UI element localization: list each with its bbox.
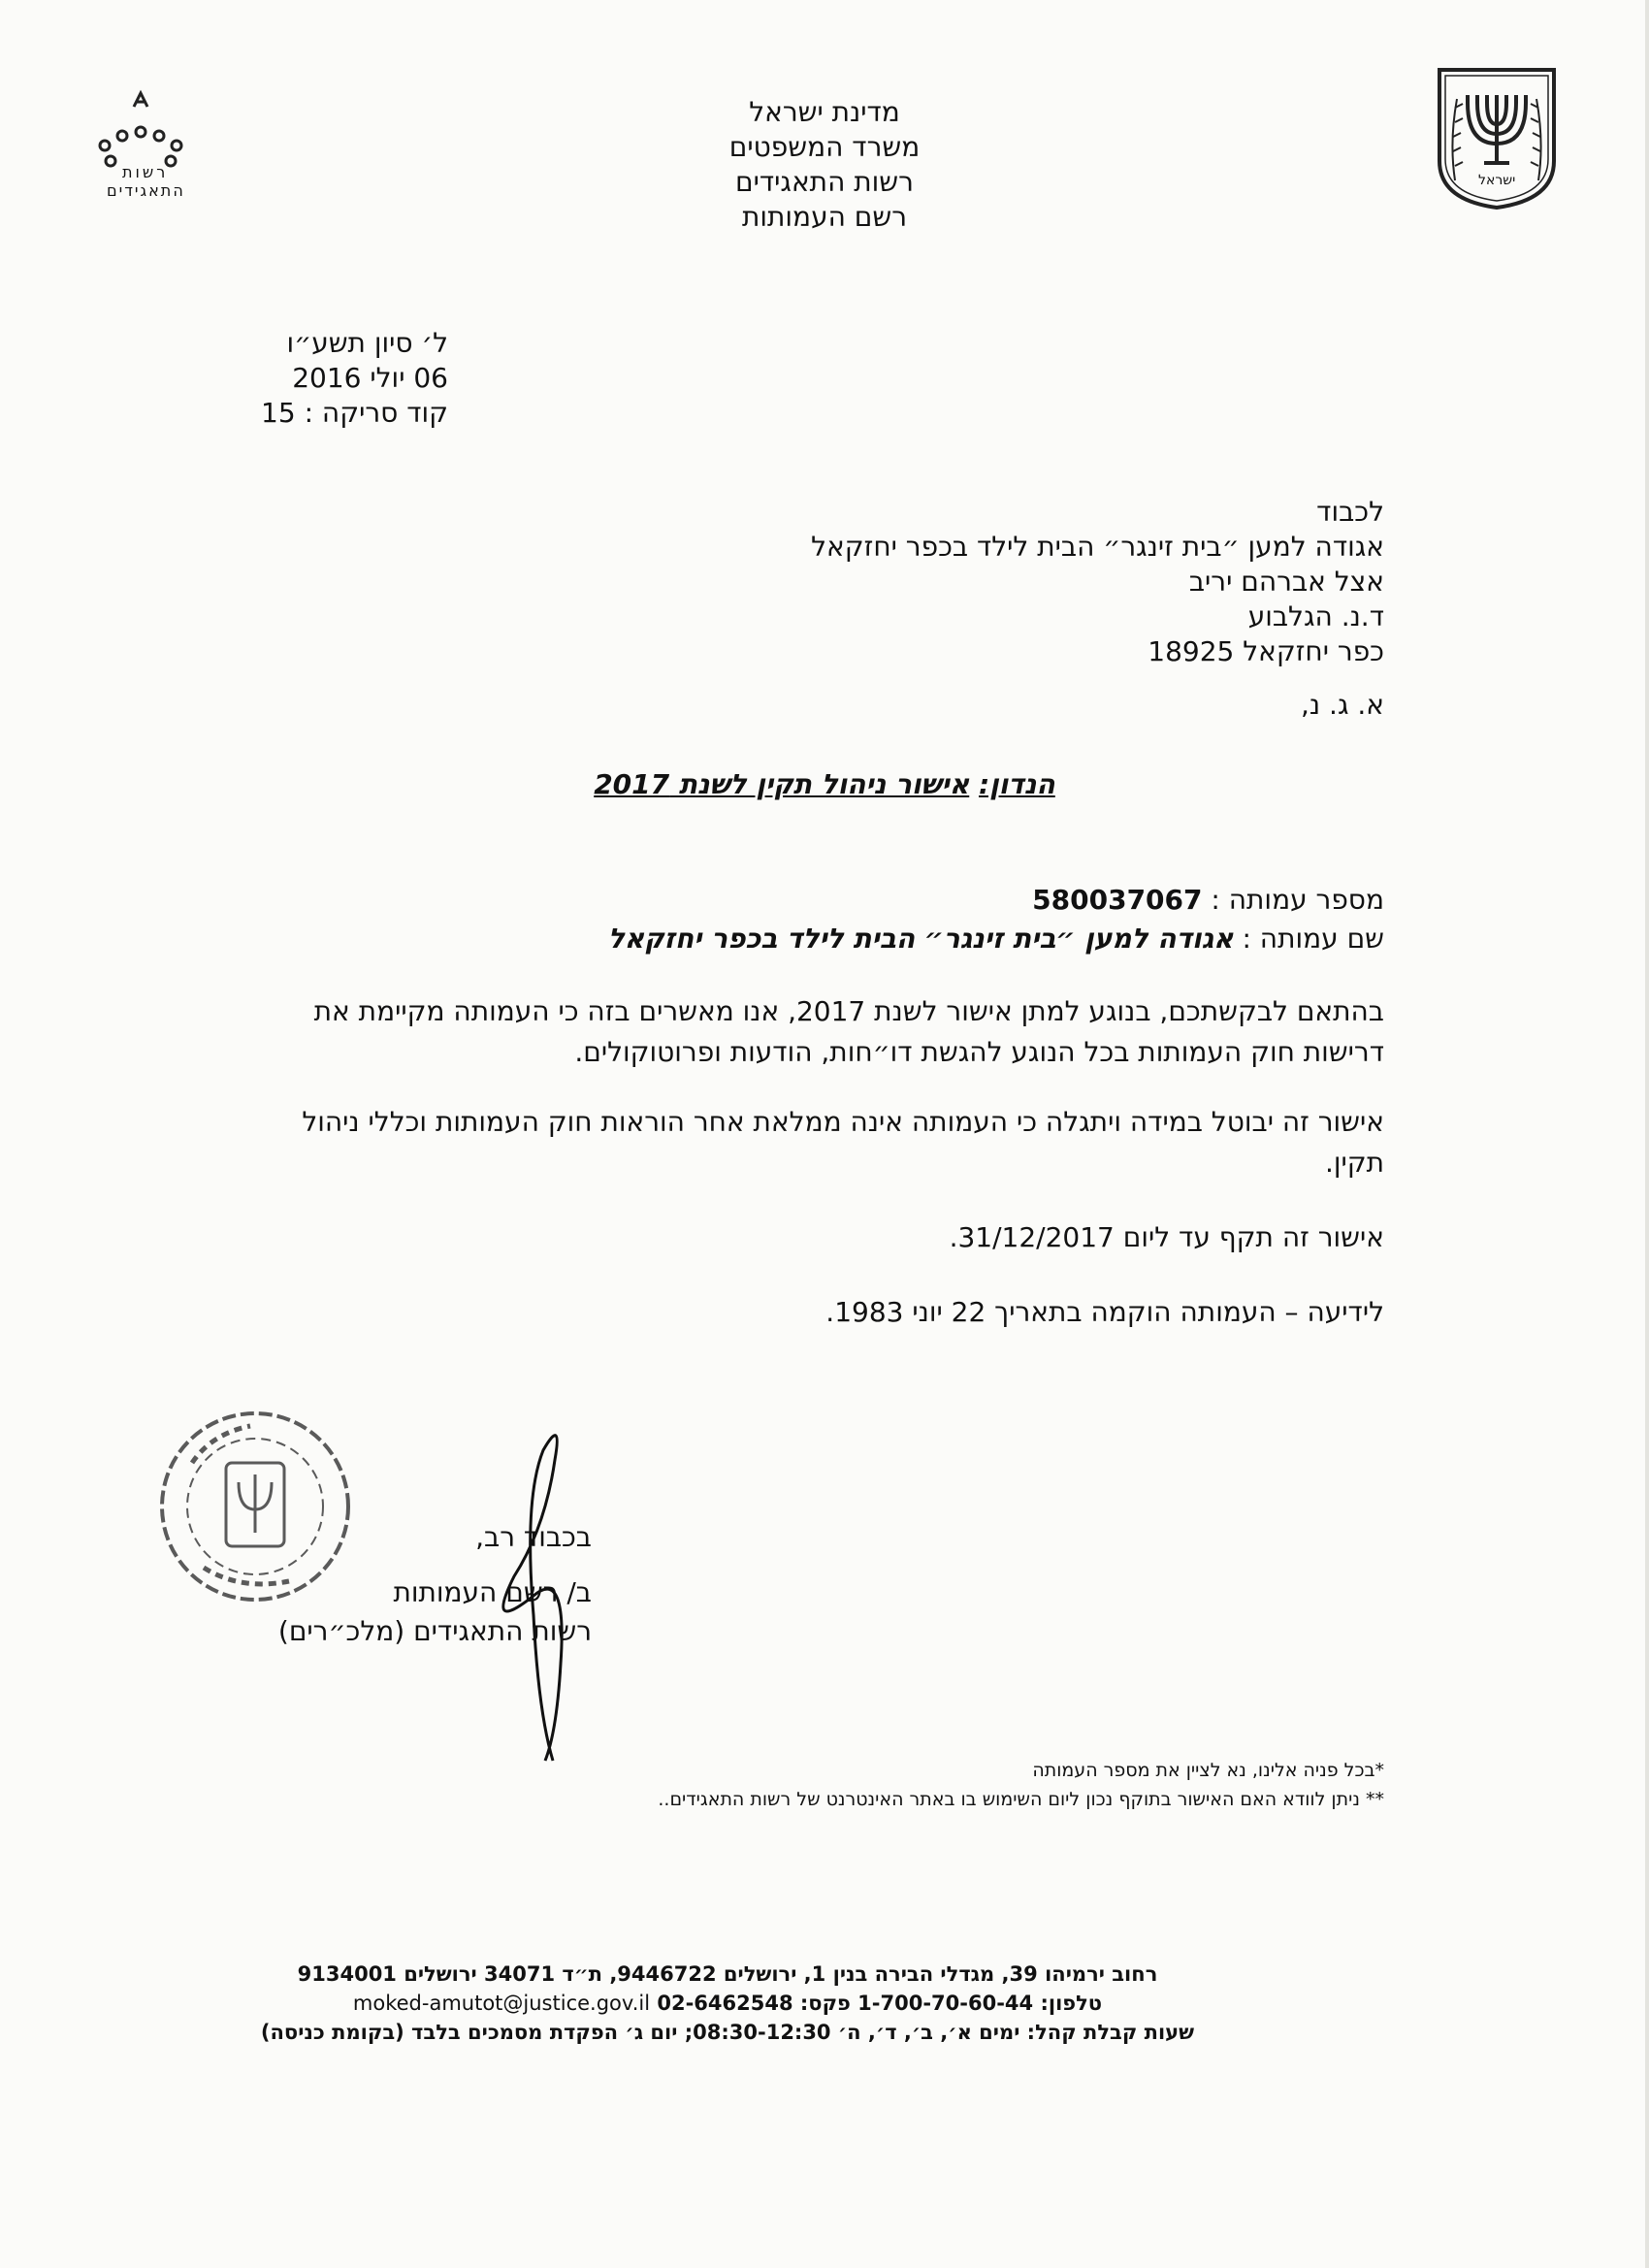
logo-text-line2: התאגידים (107, 181, 185, 200)
footer-phone-email-row (194, 1989, 1261, 2018)
org-name-label: שם עמותה : (1242, 923, 1384, 955)
subject-text: אישור ניהול תקין לשנת 2017 (594, 768, 970, 800)
body-paragraph-2: אישור זה יבוטל במידה ויתגלה כי העמותה אינה ממלאת אחר הוראות חוק העמותות וכללי ניהול תקין. (302, 1106, 1384, 1179)
signer-line-1: ב/ רשם העמותות (393, 1576, 592, 1608)
state-emblem-icon (1434, 64, 1560, 211)
org-number-value: 580037067 (1032, 884, 1203, 916)
header-line-registrar: רשם העמותות (741, 201, 908, 233)
org-number-row (317, 881, 1384, 920)
org-number-label: מספר עמותה : (1211, 884, 1384, 916)
footer-hours: שעות קבלת קהל: ימים א׳, ב׳, ד׳, ה׳ 08:30-12:30; יום ג׳ הפקדת מסמכים בלבד (בקומת כניסה) (260, 2021, 1195, 2044)
subject-line (407, 768, 1242, 800)
footnote-1: *בכל פניה אלינו, נא לציין את מספר העמותה (1032, 1760, 1384, 1781)
footnote-2: ** ניתן לוודא האם האישור בתוקף נכון ליום השימוש בו באתר האינטרנט של רשות התאגידים.. (658, 1789, 1384, 1810)
org-name-value: אגודה למען ״בית זינגר״ הבית לילד בכפר יחזקאל (607, 923, 1234, 955)
date-block (128, 326, 448, 431)
body-paragraph-3: אישור זה תקף עד ליום 31/12/2017. (949, 1221, 1384, 1253)
header-line-state: מדינת ישראל (749, 96, 900, 128)
footer-email[interactable]: moked-amutot@justice.gov.il (352, 1992, 651, 2015)
address-line-salutation: לכבוד (1316, 496, 1384, 528)
address-line-attention: אצל אברהם יריב (1188, 566, 1384, 598)
logo-text-line1: רשות (122, 163, 169, 181)
footer-phone: טלפון: 1-700-70-60-44 פקס: 02-6462548 (657, 1992, 1103, 2015)
ministry-header (621, 95, 1028, 235)
address-line-postal: ד.נ. הגלבוע (1247, 600, 1384, 632)
header-line-ministry: משרד המשפטים (728, 131, 921, 163)
corporations-authority-logo (68, 85, 213, 202)
footer-address: רחוב ירמיהו 39, מגדלי הבירה בנין 1, ירושלים 9446722, ת״ד 34071 ירושלים 9134001 (297, 1962, 1158, 1986)
recipient-address (608, 495, 1384, 669)
footer-contact (194, 1960, 1261, 2047)
greeting: א. ג. נ, (1301, 689, 1384, 721)
emblem-caption: ישראל (1478, 173, 1516, 188)
scan-code: קוד סריקה : 15 (261, 397, 448, 429)
footnotes (414, 1756, 1384, 1814)
address-line-organization: אגודה למען ״בית זינגר״ הבית לילד בכפר יחזקאל (811, 531, 1384, 563)
org-name-row (317, 920, 1384, 958)
signature-block (107, 1513, 592, 1651)
gregorian-date: 06 יולי 2016 (292, 362, 448, 394)
hebrew-date: ל׳ סיון תשע״ו (286, 327, 448, 359)
body-paragraph-4: לידיעה – העמותה הוקמה בתאריך 22 יוני 1983. (825, 1296, 1384, 1328)
signer-line-2: רשות התאגידים (מלכ״רים) (277, 1615, 592, 1647)
body-paragraph-1: בהתאם לבקשתכם, בנוגע למתן אישור לשנת 2017, אנו מאשרים בזה כי העמותה מקיימת את דרישות חוק העמותות בכל הנוגע להגשת דו״חות, הודעות ופרוטוקולים. (313, 995, 1384, 1068)
subject-label: הנדון: (978, 768, 1055, 800)
closing-line: בכבוד רב, (475, 1521, 592, 1553)
address-line-city: כפר יחזקאל 18925 (1148, 635, 1384, 667)
organization-details (317, 881, 1384, 958)
header-line-authority: רשות התאגידים (735, 166, 914, 198)
